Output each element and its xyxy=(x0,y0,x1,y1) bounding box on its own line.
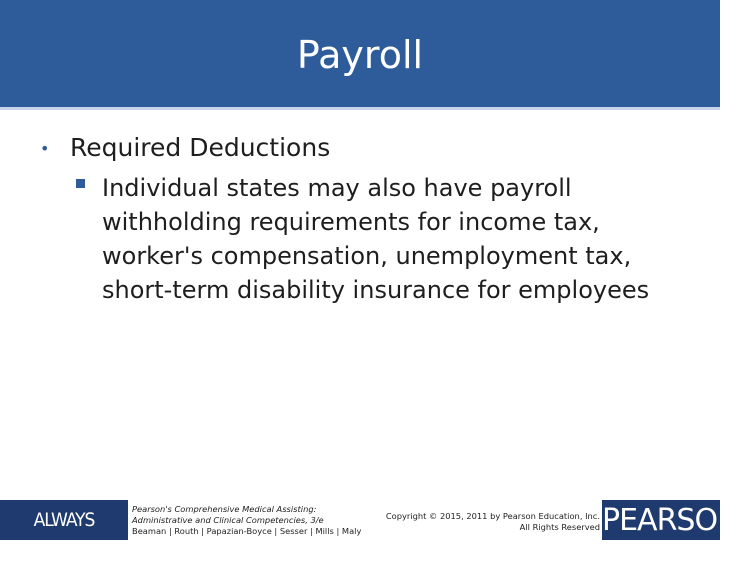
copyright-line-1: Copyright © 2015, 2011 by Pearson Education, Inc. xyxy=(385,511,600,521)
title-bar xyxy=(0,0,720,107)
bullet-level-1 xyxy=(40,130,700,167)
slide-title: Payroll xyxy=(296,33,424,77)
book-title-line-1: Pearson's Comprehensive Medical Assisting: xyxy=(132,504,317,514)
title-divider xyxy=(0,107,720,110)
copyright-line-2: All Rights Reserved xyxy=(519,522,600,532)
book-title-line-2: Administrative and Clinical Competencies, 3/e xyxy=(132,515,324,525)
bullet-level-2 xyxy=(102,171,692,307)
bullet-dot-icon: • xyxy=(40,139,50,158)
bullet-level-1-text: Required Deductions xyxy=(70,133,331,162)
book-authors: Beaman | Routh | Papazian-Boyce | Sesser | Mills | Maly xyxy=(132,526,362,536)
bullet-level-2-text: Individual states may also have payroll withholding requirements for income tax, worker's compensation, unemployment tax, short-term disability insurance for employees xyxy=(102,174,650,304)
bullet-square-icon xyxy=(76,179,85,188)
copyright-notice xyxy=(360,511,600,533)
footer xyxy=(0,500,739,571)
always-learning-logo: ALWAYS LEARNING xyxy=(0,500,128,540)
pearson-logo: PEARSON xyxy=(602,500,720,540)
book-citation xyxy=(132,504,362,537)
